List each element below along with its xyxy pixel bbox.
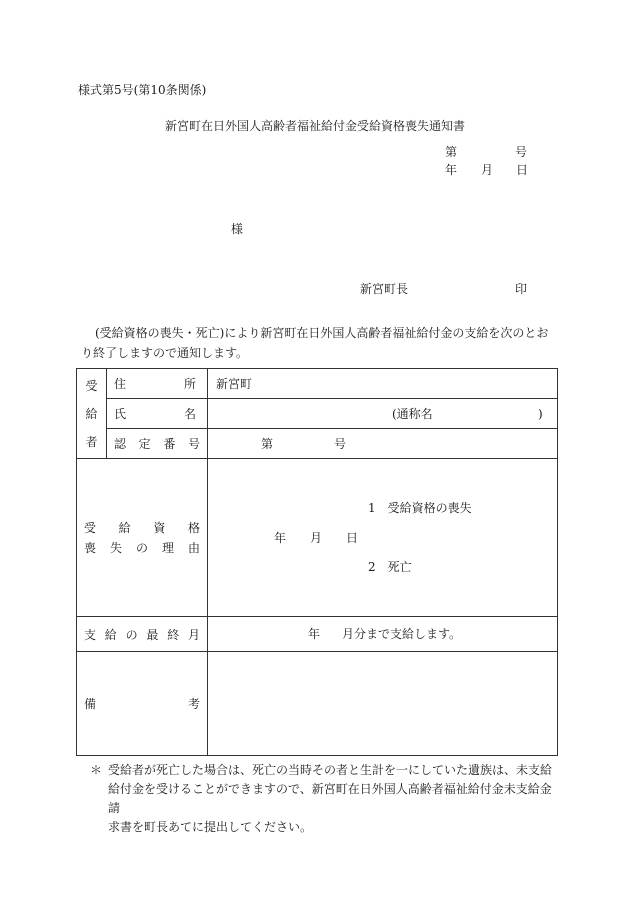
footnote-line-2: 給付金を受けることができますので、新宮町在日外国人高齢者福祉給付金未支給金請 [108,782,552,815]
label-char: 住 [114,377,127,391]
loss-reason-label [77,459,208,617]
remarks-value [208,652,558,756]
form-number: 様式第5号(第10条関係) [78,83,207,97]
label-char: 支 [84,627,97,642]
reason-option-2: 2 死亡 [368,560,412,574]
name-label [107,399,208,429]
label-char: 給 [104,627,117,642]
label-char: 番 [163,437,176,451]
alias-open: (通称名 [392,407,433,421]
recipient-label [77,369,107,459]
address-label [107,369,208,399]
notice-line-1: (受給資格の喪失・死亡)により新宮町在日外国人高齢者福祉給付金の支給を次のとお [95,326,549,340]
notice-table [76,368,558,756]
issuer-name: 新宮町長 [360,282,409,296]
reason-date-year: 年 [274,531,287,545]
label-char: 理 [161,541,174,555]
label-char: 考 [187,697,200,711]
recipient-char: 受 [85,378,98,393]
notice-line-2: り終了しますので通知します。 [81,346,249,360]
label-char: 名 [183,407,196,421]
label-char: 資 [153,521,166,535]
reason-option-1: 1 受給資格の喪失 [368,501,472,515]
remarks-label [77,652,208,756]
label-char: 最 [146,627,159,642]
reason-date-month: 月 [310,531,323,545]
loss-reason-value [208,459,558,617]
label-char: 給 [118,521,131,535]
final-month-label [77,617,208,652]
asterisk-icon: ＊ [90,763,103,777]
reason-date-day: 日 [346,531,359,545]
document-number-label: 第 [445,145,458,159]
footnote-line-3: 求書を町長あてに提出してください。 [108,820,313,834]
final-month-text: 月分まで支給します。 [342,627,462,641]
label-char: 氏 [114,407,127,421]
label-char: 終 [167,627,180,642]
issue-date-year: 年 [445,163,458,177]
document-number-suffix: 号 [515,145,528,159]
label-char: 喪 [84,541,97,555]
addressee-suffix: 様 [231,222,244,236]
cert-number-value [208,429,558,459]
cert-suffix: 号 [334,437,347,451]
address-value: 新宮町 [208,369,558,399]
seal-mark: 印 [515,282,528,296]
label-char: 由 [187,541,200,555]
recipient-char: 給 [85,406,98,421]
label-char: 格 [187,521,200,535]
notice-body [81,323,561,363]
final-month-value [208,617,558,652]
label-char: の [125,627,138,642]
footnote [90,761,560,837]
cert-number-label [107,429,208,459]
label-char: 号 [187,437,200,451]
issue-date-month: 月 [481,163,494,177]
label-char: 月 [187,627,200,642]
issue-date-day: 日 [516,163,529,177]
cert-prefix: 第 [261,437,274,451]
recipient-char: 者 [85,434,98,449]
alias-close: ) [538,407,543,421]
final-month-year: 年 [308,627,321,641]
label-char: の [135,541,148,555]
label-char: 認 [114,437,127,451]
label-char: 定 [138,437,151,451]
document-title: 新宮町在日外国人高齢者福祉給付金受給資格喪失通知書 [164,119,465,133]
label-char: 失 [109,541,122,555]
label-char: 備 [84,697,97,711]
label-char: 所 [183,377,196,391]
name-value [208,399,558,429]
footnote-line-1: 受給者が死亡した場合は、死亡の当時その者と生計を一にしていた遺族は、未支給 [108,763,553,777]
label-char: 受 [84,521,97,535]
